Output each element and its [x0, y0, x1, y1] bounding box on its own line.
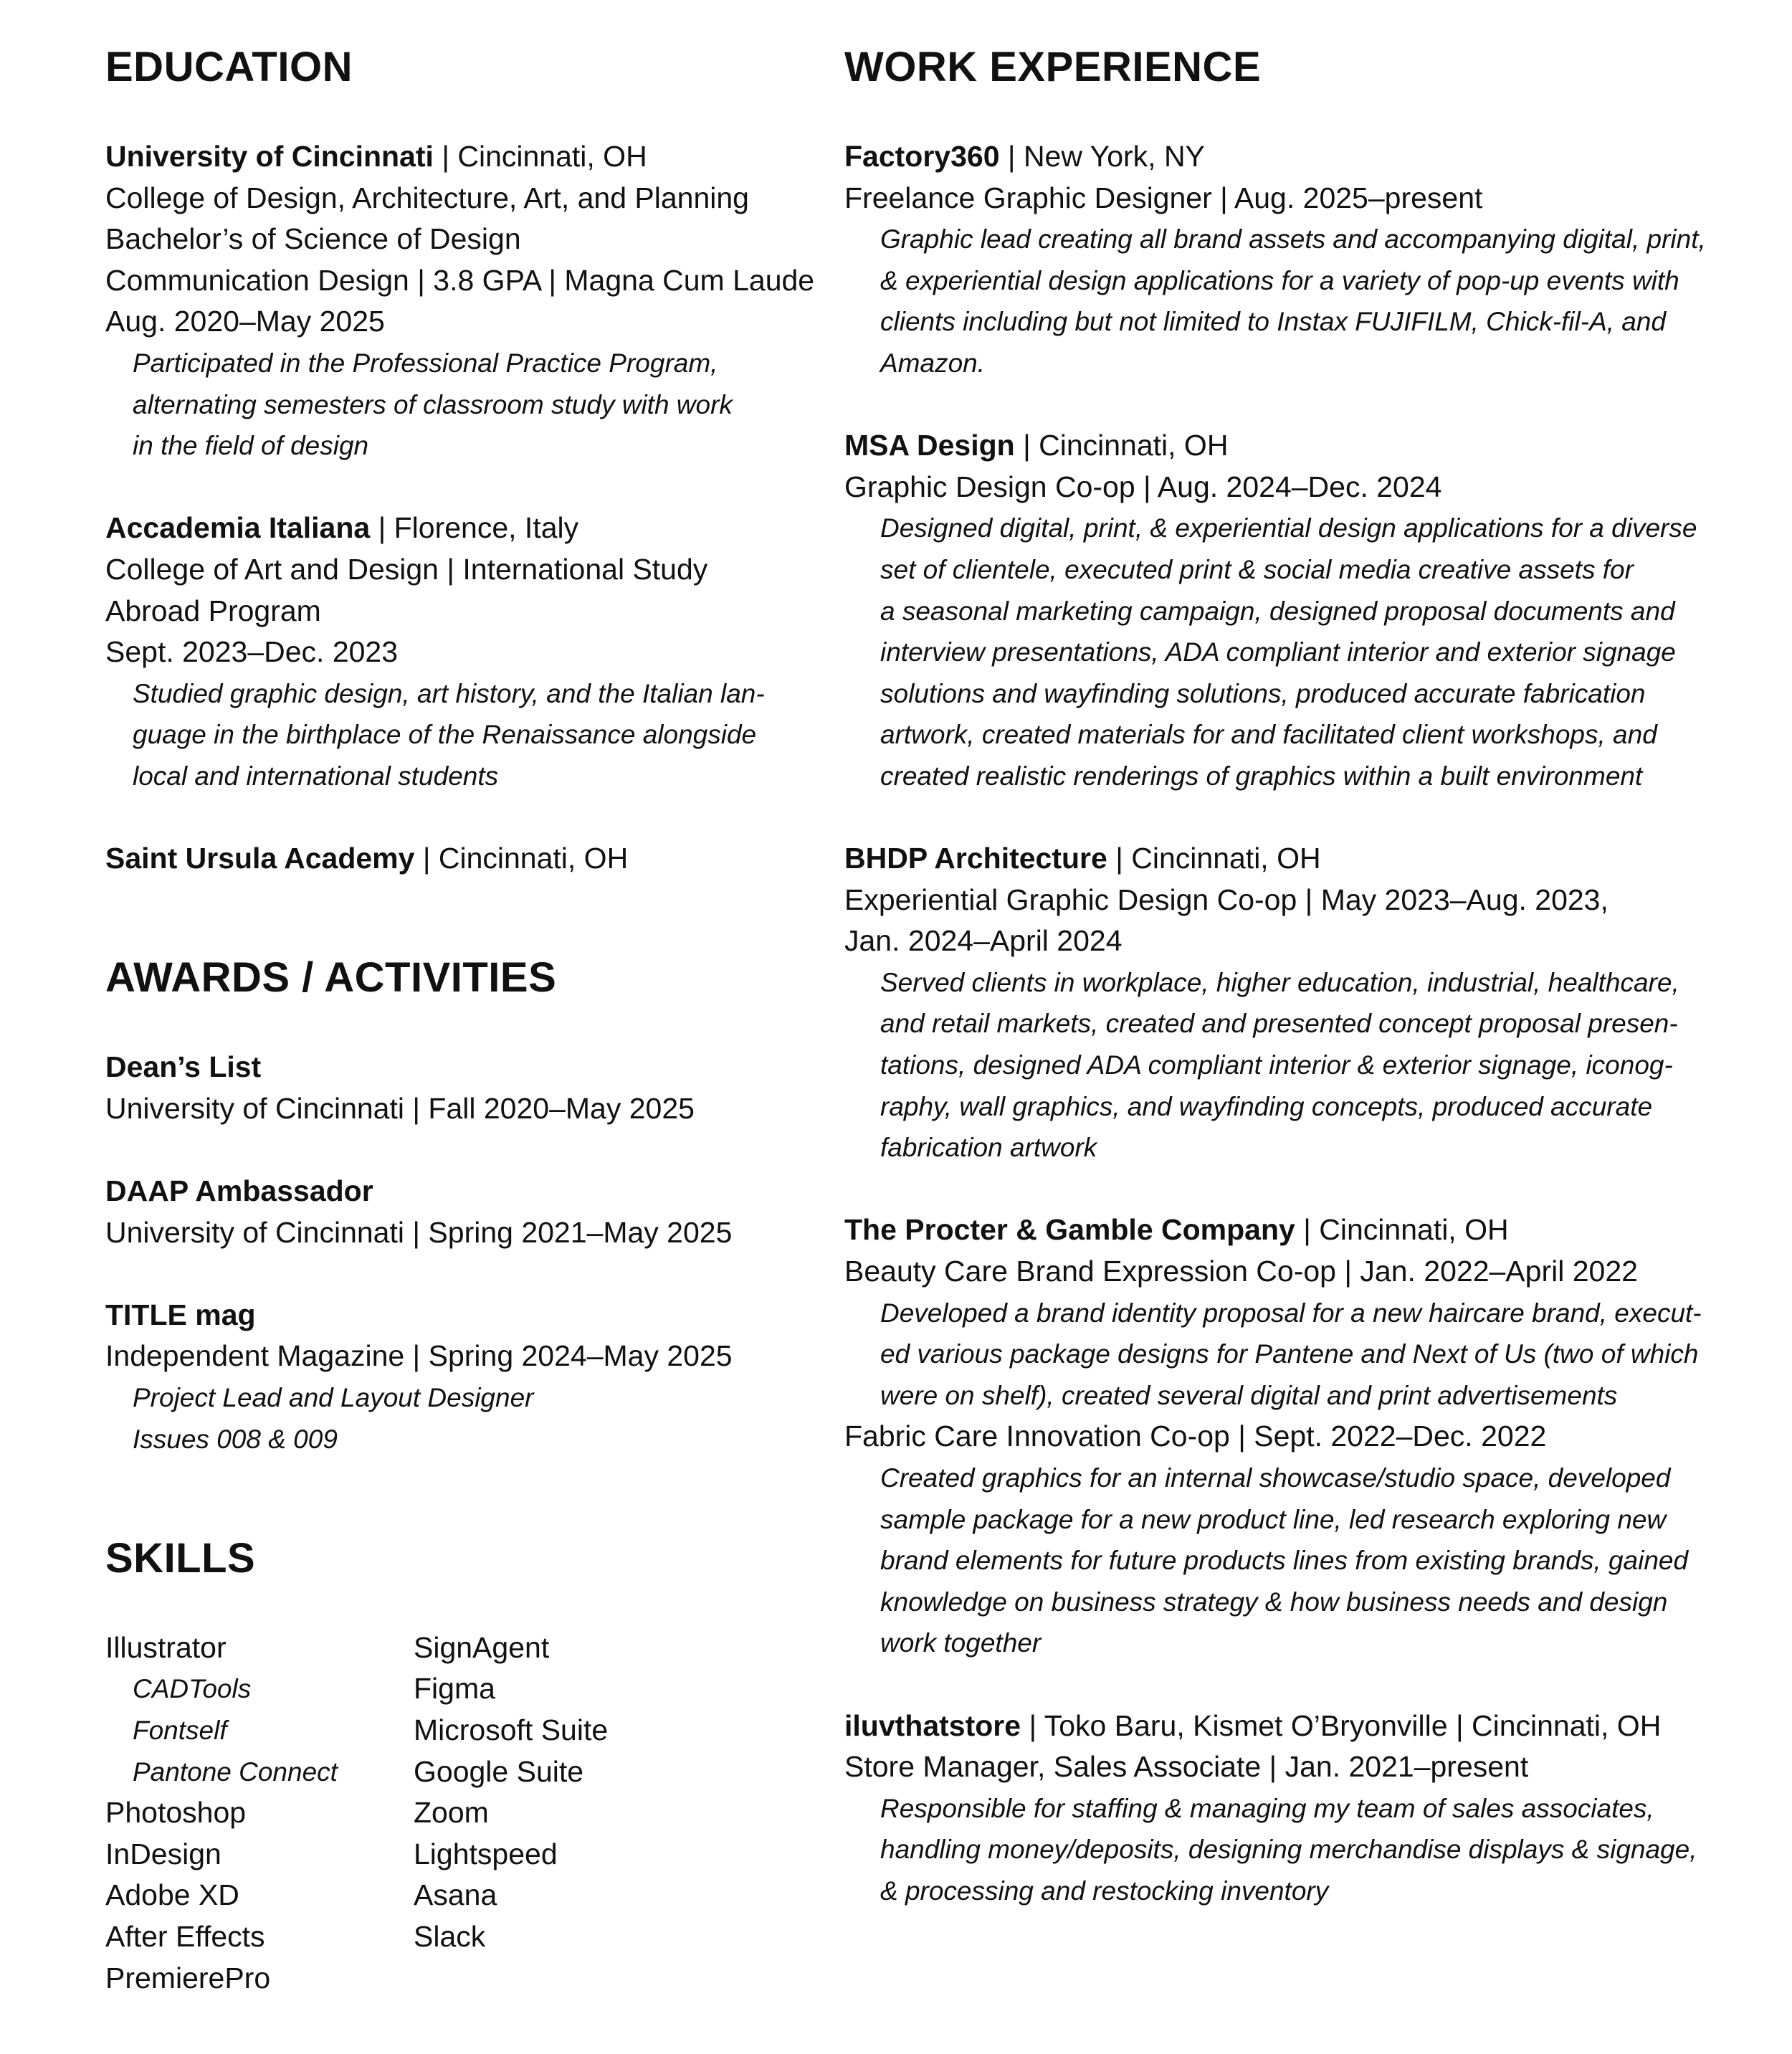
role-desc: created realistic renderings of graphics within a built environment	[880, 761, 1643, 791]
edu-line: Bachelor’s of Science of Design	[105, 222, 521, 256]
left-column	[105, 44, 822, 1999]
skill-subitem: CADTools	[133, 1674, 252, 1704]
role-desc: & experiential design applications for a variety of pop-up events with	[880, 265, 1679, 295]
edu-line: Aug. 2020–May 2025	[105, 305, 385, 338]
skills-list	[105, 1627, 822, 1999]
company-name: The Procter & Gamble Company	[844, 1213, 1295, 1247]
skills-column	[105, 1627, 414, 1999]
awards-heading: AWARDS / ACTIVITIES	[105, 954, 557, 1002]
role-line: Graphic Design Co-op | Aug. 2024–Dec. 2024	[844, 470, 1442, 503]
company-location: Cincinnati, OH	[1319, 1213, 1509, 1247]
education-heading: EDUCATION	[105, 44, 353, 90]
education-entry: Accademia Italiana | Florence, Italy College of Art and Design | International Study Abroad Program Sept. 2023–Dec. 2023 Studied graphic design, art history, and the Italian lan- guage in the birthplace of the Renaissance alongside local and international students	[105, 508, 822, 797]
role-desc: Developed a brand identity proposal for a new haircare brand, execut-	[880, 1298, 1702, 1328]
company-location: New York, NY	[1023, 140, 1205, 173]
role-desc: & processing and restocking inventory	[880, 1875, 1329, 1906]
role-desc: work together	[880, 1628, 1042, 1658]
work-entry: Factory360 | New York, NY Freelance Graphic Designer | Aug. 2025–present Graphic lead creating all brand assets and accompanying digital, print, & experiential design applications for a variety of pop-up events with clients including but not limited to Instax FUJIFILM, Chick-fil-A, and Amazon.	[844, 136, 1733, 384]
skill-subitem: Fontself	[133, 1716, 227, 1745]
edu-desc: alternating semesters of classroom study with work	[133, 389, 733, 419]
skill-item: Figma	[414, 1672, 495, 1706]
role-desc: Amazon.	[880, 348, 986, 378]
award-line: University of Cincinnati | Spring 2021–May 2025	[105, 1215, 733, 1249]
skill-item: Lightspeed	[414, 1837, 558, 1870]
role-desc: raphy, wall graphics, and wayfinding concepts, produced accurate	[880, 1091, 1653, 1121]
skill-item: Microsoft Suite	[414, 1713, 609, 1746]
award-line: Independent Magazine | Spring 2024–May 2025	[105, 1339, 733, 1373]
role-desc: clients including but not limited to Instax FUJIFILM, Chick-fil-A, and	[880, 307, 1667, 337]
role-desc: solutions and wayfinding solutions, produced accurate fabrication	[880, 678, 1646, 708]
role-desc: Created graphics for an internal showcase/studio space, developed	[880, 1463, 1671, 1493]
role-desc: Designed digital, print, & experiential design applications for a diverse	[880, 513, 1697, 543]
role-line: Store Manager, Sales Associate | Jan. 2021–present	[844, 1750, 1529, 1784]
award-desc: Issues 008 & 009	[133, 1424, 338, 1454]
school-name: University of Cincinnati	[105, 140, 434, 173]
award-entry	[105, 1171, 822, 1253]
role-desc: were on shelf), created several digital and print advertisements	[880, 1380, 1618, 1410]
company-name: iluvthatstore	[844, 1708, 1021, 1742]
skills-heading: SKILLS	[105, 1534, 256, 1582]
right-column	[844, 44, 1733, 1953]
edu-line: Sept. 2023–Dec. 2023	[105, 635, 399, 669]
work-entry: The Procter & Gamble Company | Cincinnati, OH Beauty Care Brand Expression Co-op | Jan. 2022–April 2022 Developed a brand identity proposal for a new haircare brand, execut- ed various package designs for Pantene and Next of Us (two of which were on shelf), created several digital and print advertisements Fabric Care Innovation Co-op | Sept. 2022–Dec. 2022 Created graphics for an internal showcase/studio space, developed sample package for a new product line, led research exploring new brand elements for future products lines from existing brands, gained knowledge on business strategy & how business needs and design work together	[844, 1209, 1733, 1664]
role-desc: brand elements for future products lines from existing brands, gained	[880, 1546, 1689, 1576]
skill-item: Photoshop	[105, 1796, 247, 1830]
role-desc: ed various package designs for Pantene and Next of Us (two of which	[880, 1339, 1699, 1369]
skill-item: Zoom	[414, 1796, 489, 1830]
award-entry	[105, 1295, 822, 1460]
role-line: Jan. 2024–April 2024	[844, 924, 1123, 958]
edu-desc: Participated in the Professional Practice Program,	[133, 348, 718, 378]
school-name: Accademia Italiana	[105, 511, 371, 545]
work-heading: WORK EXPERIENCE	[844, 44, 1262, 90]
award-name: Dean’s List	[105, 1050, 262, 1084]
work-entry: MSA Design | Cincinnati, OH Graphic Design Co-op | Aug. 2024–Dec. 2024 Designed digital, print, & experiential design applications for a diverse set of clientele, executed print & social media creative assets for a seasonal marketing campaign, designed proposal documents and interview presentations, ADA compliant interior and exterior signage solutions and wayfinding solutions, produced accurate fabrication artwork, created materials for and facilitated client workshops, and created realistic renderings of graphics within a built environment	[844, 425, 1733, 797]
education-entry: Saint Ursula Academy | Cincinnati, OH	[105, 842, 629, 875]
role-desc: and retail markets, created and presented concept proposal presen-	[880, 1009, 1678, 1039]
skills-column	[414, 1627, 772, 1999]
school-location: Cincinnati, OH	[438, 842, 629, 875]
edu-desc: in the field of design	[133, 431, 369, 461]
company-location: Cincinnati, OH	[1039, 429, 1229, 462]
company-name: MSA Design	[844, 429, 1015, 462]
company-name: BHDP Architecture	[844, 842, 1107, 875]
role-desc: tations, designed ADA compliant interior & exterior signage, iconog-	[880, 1050, 1673, 1080]
edu-line: College of Design, Architecture, Art, and Planning	[105, 181, 749, 214]
company-location: Toko Baru, Kismet O’Bryonville | Cincinnati, OH	[1044, 1708, 1662, 1742]
role-line: Beauty Care Brand Expression Co-op | Jan. 2022–April 2022	[844, 1255, 1638, 1288]
role-desc: Responsible for staffing & managing my team of sales associates,	[880, 1793, 1654, 1823]
edu-line: College of Art and Design | International Study	[105, 552, 708, 586]
role-desc: knowledge on business strategy & how business needs and design	[880, 1587, 1668, 1617]
role-desc: Graphic lead creating all brand assets and accompanying digital, print,	[880, 224, 1706, 255]
skill-item: Google Suite	[414, 1754, 584, 1788]
role-desc: set of clientele, executed print & social media creative assets for	[880, 554, 1634, 584]
role-desc: artwork, created materials for and facilitated client workshops, and	[880, 720, 1657, 750]
award-line: University of Cincinnati | Fall 2020–May 2025	[105, 1091, 695, 1125]
role-desc: a seasonal marketing campaign, designed proposal documents and	[880, 596, 1675, 626]
work-entry: iluvthatstore | Toko Baru, Kismet O’Bryonville | Cincinnati, OH Store Manager, Sales Associate | Jan. 2021–present Responsible for staffing & managing my team of sales associates, handling money/deposits, designing merchandise displays & signage, & processing and restocking inventory	[844, 1706, 1733, 1912]
skill-item: SignAgent	[414, 1630, 550, 1664]
skill-subitem: Pantone Connect	[133, 1756, 338, 1787]
role-line: Experiential Graphic Design Co-op | May 2023–Aug. 2023,	[844, 883, 1608, 916]
award-desc: Project Lead and Layout Designer	[133, 1383, 534, 1413]
skill-item: Slack	[414, 1919, 486, 1953]
role-desc: handling money/deposits, designing merchandise displays & signage,	[880, 1835, 1697, 1865]
school-location: Florence, Italy	[394, 511, 579, 545]
edu-desc: guage in the birthplace of the Renaissance alongside	[133, 720, 757, 750]
edu-line: Abroad Program	[105, 594, 321, 627]
edu-desc: local and international students	[133, 761, 499, 791]
role-desc: interview presentations, ADA compliant interior and exterior signage	[880, 637, 1676, 667]
edu-desc: Studied graphic design, art history, and the Italian lan-	[133, 678, 765, 708]
education-entry: University of Cincinnati | Cincinnati, OH College of Design, Architecture, Art, and Planning Bachelor’s of Science of Design Communication Design | 3.8 GPA | Magna Cum Laude Aug. 2020–May 2025 Participated in the Professional Practice Program, alternating semesters of classroom study with work in the field of design	[105, 136, 822, 467]
company-location: Cincinnati, OH	[1131, 842, 1321, 875]
skill-item: Adobe XD	[105, 1878, 239, 1912]
award-name: TITLE mag	[105, 1298, 256, 1331]
award-entry	[105, 1047, 822, 1129]
school-name: Saint Ursula Academy	[105, 842, 415, 875]
company-name: Factory360	[844, 140, 1000, 173]
work-entry: BHDP Architecture | Cincinnati, OH Experiential Graphic Design Co-op | May 2023–Aug. 2023, Jan. 2024–April 2024 Served clients in workplace, higher education, industrial, healthcare, and retail markets, created and presented concept proposal presen- tations, designed ADA compliant interior & exterior signage, iconog- raphy, wall graphics, and wayfinding concepts, produced accurate fabrication artwork	[844, 838, 1733, 1169]
award-name: DAAP Ambassador	[105, 1174, 373, 1208]
skill-item: InDesign	[105, 1837, 221, 1870]
school-location: Cincinnati, OH	[457, 140, 647, 173]
role-line: Fabric Care Innovation Co-op | Sept. 2022–Dec. 2022	[844, 1420, 1547, 1453]
skill-item: After Effects	[105, 1919, 265, 1953]
edu-line: Communication Design | 3.8 GPA | Magna Cum Laude	[105, 263, 815, 297]
skill-item: Asana	[414, 1878, 497, 1912]
role-desc: sample package for a new product line, led research exploring new	[880, 1504, 1667, 1534]
role-desc: Served clients in workplace, higher education, industrial, healthcare,	[880, 967, 1679, 997]
role-line: Freelance Graphic Designer | Aug. 2025–present	[844, 181, 1483, 214]
role-desc: fabrication artwork	[880, 1133, 1097, 1163]
skill-item: PremierePro	[105, 1961, 271, 1994]
skill-item: Illustrator	[105, 1630, 227, 1664]
